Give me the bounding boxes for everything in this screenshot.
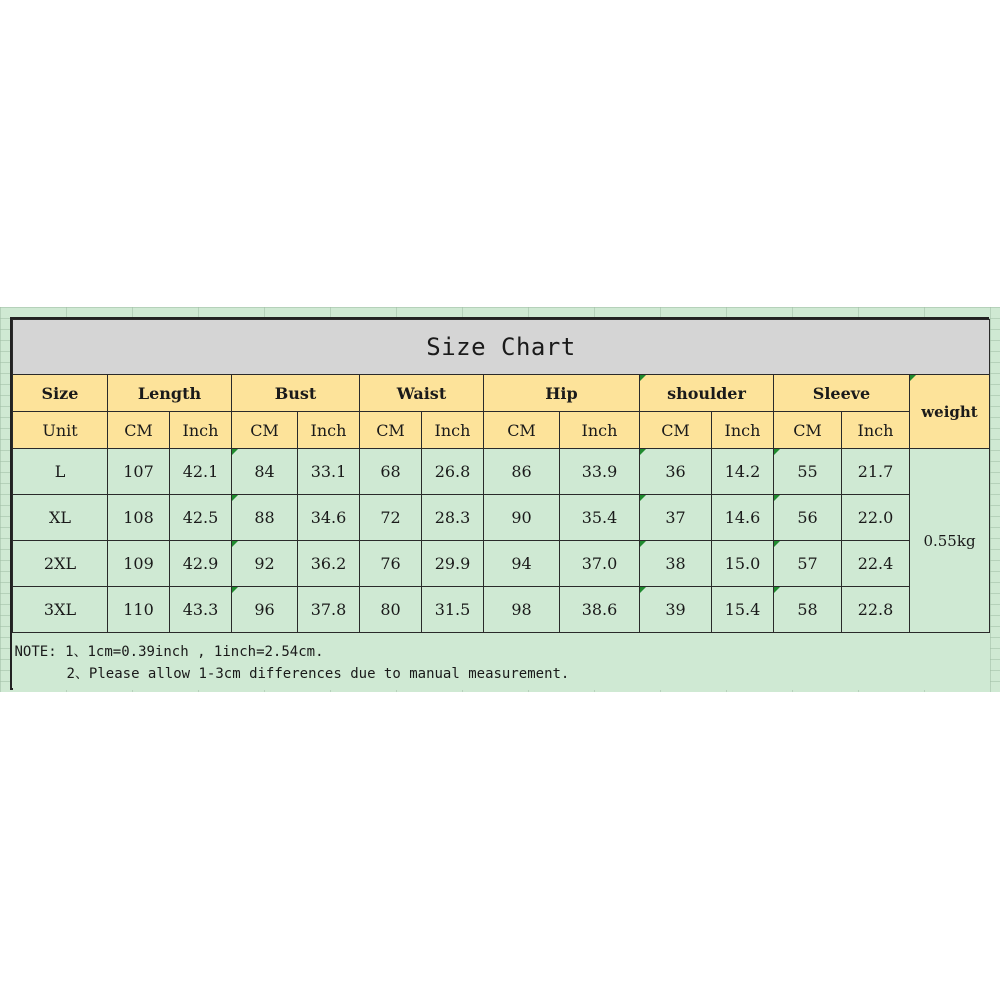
header-shoulder: shoulder bbox=[640, 375, 774, 412]
unit-cell: Inch bbox=[842, 412, 910, 449]
value-cell: 107 bbox=[108, 449, 170, 495]
size-label: 2XL bbox=[13, 541, 108, 587]
header-sleeve: Sleeve bbox=[774, 375, 910, 412]
value-cell: 37 bbox=[640, 495, 712, 541]
value-cell: 58 bbox=[774, 587, 842, 633]
value-cell: 76 bbox=[360, 541, 422, 587]
value-cell: 57 bbox=[774, 541, 842, 587]
value-cell: 14.6 bbox=[712, 495, 774, 541]
value-cell: 108 bbox=[108, 495, 170, 541]
value-cell: 15.0 bbox=[712, 541, 774, 587]
size-label: 3XL bbox=[13, 587, 108, 633]
value-cell: 96 bbox=[232, 587, 298, 633]
value-cell: 68 bbox=[360, 449, 422, 495]
value-cell: 22.8 bbox=[842, 587, 910, 633]
value-cell: 86 bbox=[484, 449, 560, 495]
value-cell: 36.2 bbox=[298, 541, 360, 587]
table-row bbox=[13, 541, 990, 587]
value-cell: 90 bbox=[484, 495, 560, 541]
size-label: L bbox=[13, 449, 108, 495]
unit-cell: Inch bbox=[712, 412, 774, 449]
value-cell: 22.0 bbox=[842, 495, 910, 541]
notes bbox=[13, 633, 990, 691]
value-cell: 34.6 bbox=[298, 495, 360, 541]
header-waist: Waist bbox=[360, 375, 484, 412]
header-hip: Hip bbox=[484, 375, 640, 412]
unit-cell: Inch bbox=[298, 412, 360, 449]
value-cell: 15.4 bbox=[712, 587, 774, 633]
chart-title: Size Chart bbox=[13, 320, 990, 375]
header-length: Length bbox=[108, 375, 232, 412]
size-chart-table bbox=[12, 319, 990, 690]
table-row bbox=[13, 449, 990, 495]
value-cell: 56 bbox=[774, 495, 842, 541]
size-label: XL bbox=[13, 495, 108, 541]
weight-value: 0.55kg bbox=[910, 449, 990, 633]
value-cell: 37.8 bbox=[298, 587, 360, 633]
unit-cell: CM bbox=[484, 412, 560, 449]
title-row bbox=[13, 320, 990, 375]
unit-cell: CM bbox=[108, 412, 170, 449]
unit-label: Unit bbox=[13, 412, 108, 449]
size-chart bbox=[10, 317, 989, 690]
value-cell: 28.3 bbox=[422, 495, 484, 541]
unit-cell: CM bbox=[232, 412, 298, 449]
value-cell: 14.2 bbox=[712, 449, 774, 495]
value-cell: 55 bbox=[774, 449, 842, 495]
unit-cell: Inch bbox=[560, 412, 640, 449]
value-cell: 42.9 bbox=[170, 541, 232, 587]
group-header-row bbox=[13, 375, 990, 412]
header-weight: weight bbox=[910, 375, 990, 449]
value-cell: 38.6 bbox=[560, 587, 640, 633]
unit-cell: CM bbox=[640, 412, 712, 449]
value-cell: 84 bbox=[232, 449, 298, 495]
unit-cell: CM bbox=[774, 412, 842, 449]
note-line: NOTE: 1、1cm=0.39inch , 1inch=2.54cm. bbox=[14, 644, 324, 660]
unit-cell: Inch bbox=[422, 412, 484, 449]
value-cell: 22.4 bbox=[842, 541, 910, 587]
value-cell: 26.8 bbox=[422, 449, 484, 495]
unit-row bbox=[13, 412, 990, 449]
value-cell: 36 bbox=[640, 449, 712, 495]
value-cell: 38 bbox=[640, 541, 712, 587]
value-cell: 33.9 bbox=[560, 449, 640, 495]
value-cell: 37.0 bbox=[560, 541, 640, 587]
value-cell: 98 bbox=[484, 587, 560, 633]
value-cell: 33.1 bbox=[298, 449, 360, 495]
value-cell: 43.3 bbox=[170, 587, 232, 633]
table-row bbox=[13, 495, 990, 541]
value-cell: 72 bbox=[360, 495, 422, 541]
value-cell: 92 bbox=[232, 541, 298, 587]
unit-cell: CM bbox=[360, 412, 422, 449]
unit-cell: Inch bbox=[170, 412, 232, 449]
value-cell: 42.1 bbox=[170, 449, 232, 495]
table-row bbox=[13, 587, 990, 633]
value-cell: 29.9 bbox=[422, 541, 484, 587]
header-bust: Bust bbox=[232, 375, 360, 412]
notes-row bbox=[13, 633, 990, 691]
value-cell: 80 bbox=[360, 587, 422, 633]
value-cell: 35.4 bbox=[560, 495, 640, 541]
value-cell: 39 bbox=[640, 587, 712, 633]
value-cell: 109 bbox=[108, 541, 170, 587]
value-cell: 94 bbox=[484, 541, 560, 587]
value-cell: 88 bbox=[232, 495, 298, 541]
value-cell: 21.7 bbox=[842, 449, 910, 495]
value-cell: 110 bbox=[108, 587, 170, 633]
note-line: 2、Please allow 1-3cm differences due to manual measurement. bbox=[66, 666, 570, 682]
value-cell: 42.5 bbox=[170, 495, 232, 541]
value-cell: 31.5 bbox=[422, 587, 484, 633]
header-size: Size bbox=[13, 375, 108, 412]
